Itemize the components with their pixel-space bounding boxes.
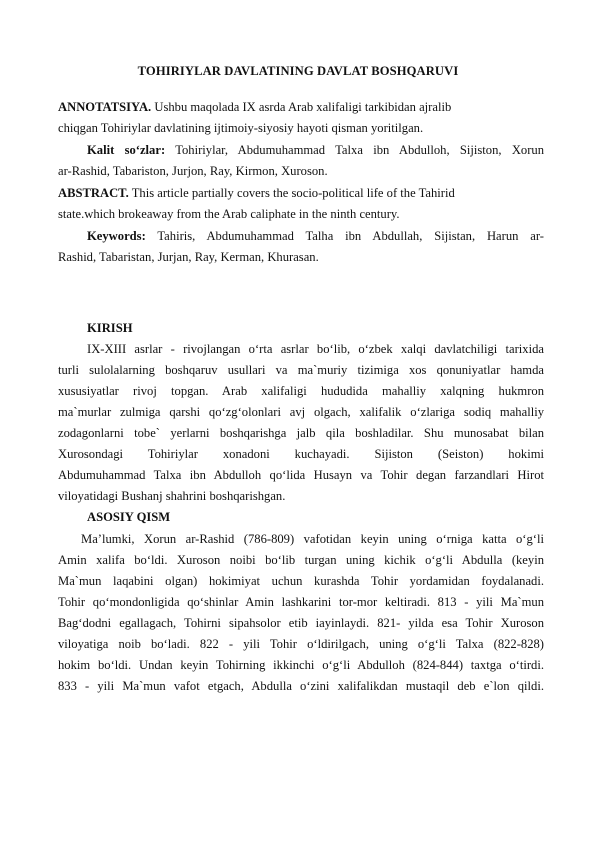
intro-line-6: Xurosondagi Tohiriylar xonadoni kuchayadi. Sijiston (Seiston) hokimi xyxy=(58,447,544,461)
annotation-text-1: Ushbu maqolada IX asrda Arab xalifaligi tarkibidan ajralib xyxy=(151,100,452,114)
main-line-5: Bag‘dodni egallagach, Tohirni sipahsolor etib iayinlaydi. 821- yilda esa Tohir Xuroson xyxy=(58,616,544,630)
annotation-section xyxy=(58,97,544,139)
abstract-section xyxy=(58,183,544,225)
keywords-uz-label: Kalit so‘zlar: xyxy=(87,143,166,157)
intro-heading: KIRISH xyxy=(87,321,133,335)
intro-section xyxy=(58,318,544,507)
abstract-line-2: state.which brokeaway from the Arab caliphate in the ninth century. xyxy=(58,207,400,221)
keywords-uz-section xyxy=(58,140,544,182)
intro-line-5: zodagonlarni tobe` yerlarni boshqarishga jalb qila boshladilar. Shu munosabat bilan xyxy=(58,426,544,440)
intro-line-3: xususiyatlar rivoj topgan. Arab xalifaligi hududida mahalliy xalqning hukmron xyxy=(58,384,544,398)
intro-line-8: viloyatidagi Bushanj shahrini boshqarishgan. xyxy=(58,489,286,503)
abstract-text-1: This article partially covers the socio-political life of the Tahirid xyxy=(128,186,455,200)
keywords-en-label: Keywords: xyxy=(87,229,146,243)
keywords-en-line-1 xyxy=(58,226,544,247)
intro-line-1: IX-XIII asrlar - rivojlangan o‘rta asrlar bo‘lib, o‘zbek xalqi davlatchiligi tarixida xyxy=(87,342,544,356)
main-line-2: Amin xalifa bo‘ldi. Xuroson noibi bo‘lib turgan uning kichik o‘g‘li Abdulla (keyin xyxy=(58,553,544,567)
keywords-en-line-2: Rashid, Tabaristan, Jurjan, Ray, Kerman, Khurasan. xyxy=(58,250,319,264)
main-line-4: Tohir qo‘mondonligida qo‘shinlar Amin lashkarini tor-mor keltiradi. 813 - yili Ma`mun xyxy=(58,595,544,609)
main-line-8: 833 - yili Ma`mun vafot etgach, Abdulla o‘zini xalifalikdan mustaqil deb e`lon qildi. xyxy=(58,679,544,693)
intro-line-2: turli sulolalarning boshqaruv usullari va ma`muriy tizimiga xos qonuniyatlar hamda xyxy=(58,363,544,377)
main-line-3: Ma`mun laqabini olgan) hokimiyat uchun kurashda Tohir yordamidan foydalanadi. xyxy=(58,574,544,588)
annotation-line-1 xyxy=(58,97,544,118)
main-line-1: Ma’lumki, Xorun ar-Rashid (786-809) vafotidan keyin uning o‘rniga katta o‘g‘li xyxy=(81,532,544,546)
intro-line-4: ma`murlar zulmiga qarshi qo‘zg‘olonlari avj olgach, xalifalik o‘zlariga sodiq mahalliy xyxy=(58,405,544,419)
annotation-line-2: chiqgan Tohiriylar davlatining ijtimoiy-siyosiy hayoti qisman yoritilgan. xyxy=(58,121,424,135)
keywords-en-section xyxy=(58,226,544,268)
main-line-6: viloyatiga noib bo‘ladi. 822 - yili Tohir o‘ldirilgach, uning o‘g‘li Talxa (822-828) xyxy=(58,637,544,651)
abstract-line-1 xyxy=(58,183,544,204)
main-heading: ASOSIY QISM xyxy=(87,510,171,524)
annotation-label: ANNOTATSIYA. xyxy=(58,100,152,114)
abstract-label: ABSTRACT. xyxy=(58,186,129,200)
article-title: TOHIRIYLAR DAVLATINING DAVLAT BOSHQARUVI xyxy=(137,64,459,78)
keywords-en-text-1: Tahiris, Abdumuhammad Talha ibn Abdullah, Sijistan, Harun ar- xyxy=(145,229,544,243)
main-line-7: hokim bo‘ldi. Undan keyin Tohirning ikkinchi o‘g‘li Abdulloh (824-844) taxtga o‘tirdi. xyxy=(58,658,544,672)
intro-line-7: Abdumuhammad Talxa ibn Abdulloh qo‘lida Husayn va Tohir degan farzandlari Hirot xyxy=(58,468,544,482)
keywords-uz-text-1: Tohiriylar, Abdumuhammad Talxa ibn Abdulloh, Sijiston, Xorun xyxy=(165,143,544,157)
main-section xyxy=(58,507,544,527)
main-body xyxy=(58,529,544,697)
keywords-uz-line-2: ar-Rashid, Tabariston, Jurjon, Ray, Kirmon, Xuroson. xyxy=(58,164,328,178)
keywords-uz-line-1 xyxy=(58,140,544,161)
